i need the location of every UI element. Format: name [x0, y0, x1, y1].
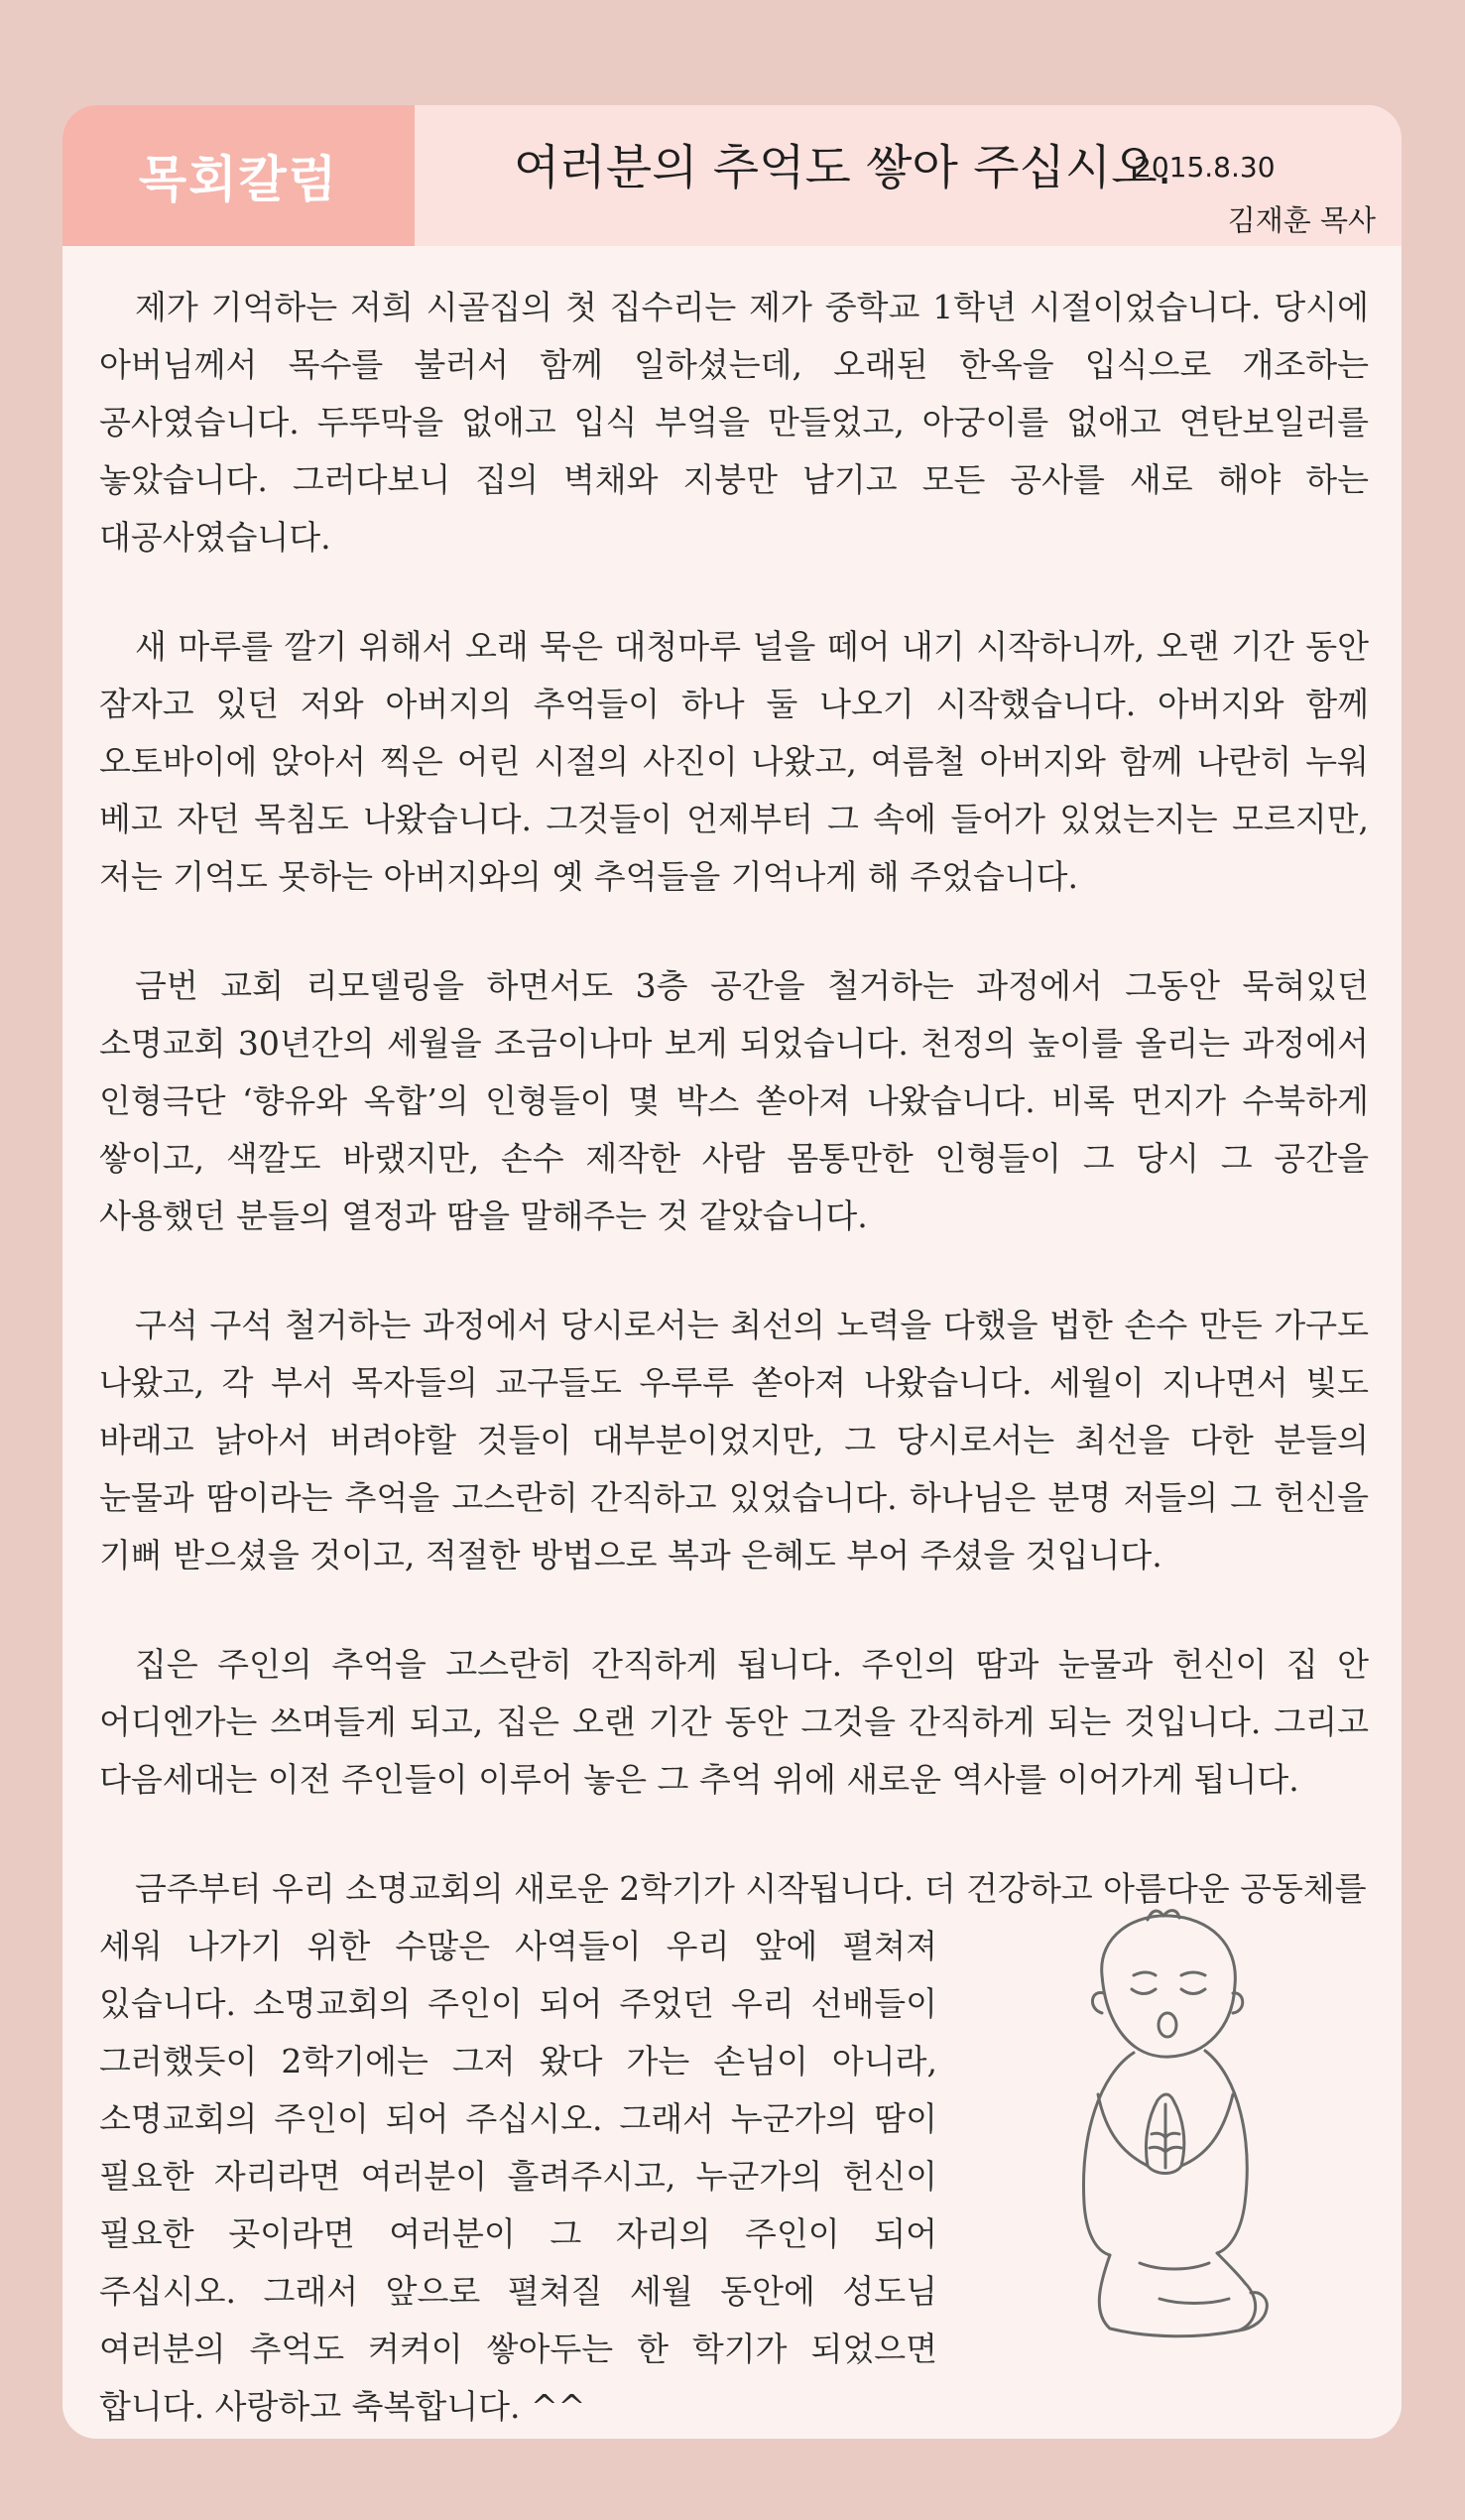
- column-title: 여러분의 추억도 쌓아 주십시오.: [514, 140, 1172, 195]
- paragraph-1: 제가 기억하는 저희 시골집의 첫 집수리는 제가 중학교 1학년 시절이었습니다. 당시에 아버님께서 목수를 불러서 함께 일하셨는데, 오래된 한옥을 입식으로 개조하는 공사였습니다. 두뚜막을 없애고 입식 부엌을 만들었고, 아궁이를 없애고 연탄보일러를 놓았습니다. 그러다보니 집의 벽채와 지붕만 남기고 모든 공사를 새로 해야 하는 대공사였습니다.: [99, 288, 1369, 557]
- paragraph-2: 새 마루를 깔기 위해서 오래 묵은 대청마루 널을 떼어 내기 시작하니까, 오랜 기간 동안 잠자고 있던 저와 아버지의 추억들이 하나 둘 나오기 시작했습니다. 아버지와 함께 오토바이에 앉아서 찍은 어린 시절의 사진이 나왔고, 여름철 아버지와 함께 나란히 누워 베고 자던 목침도 나왔습니다. 그것들이 언제부터 그 속에 들어가 있었는지는 모르지만, 저는 기억도 못하는 아버지와의 옛 추억들을 기억나게 해 주었습니다.: [99, 627, 1369, 896]
- paragraph-6-rest: 세워 나가기 위한 수많은 사역들이 우리 앞에 펼쳐져 있습니다. 소명교회의 주인이 되어 주었던 우리 선배들이 그러했듯이 2학기에는 그저 왔다 가는 손님이 아니라, 소명교회의 주인이 되어 주십시오. 그래서 누군가의 땀이 필요한 자리라면 여러분이 흘려주시고, 누군가의 헌신이 필요한 곳이라면 여러분이 그 자리의 주인이 되어 주십시오. 그래서 앞으로 펼쳐질 세월 동안에 성도님 여러분의 추억도 켜켜이 쌓아두는 한 학기가 되었으면 합니다. 사랑하고 축복합니다. ^^: [99, 1927, 937, 2426]
- paragraph-5: 집은 주인의 추억을 고스란히 간직하게 됩니다. 주인의 땀과 눈물과 헌신이 집 안 어디엔가는 쓰며들게 되고, 집은 오랜 기간 동안 그것을 간직하게 되는 것입니다. 그리고 다음세대는 이전 주인들이 이루어 놓은 그 추억 위에 새로운 역사를 이어가게 됩니다.: [99, 1645, 1369, 1799]
- paragraph-3: 금번 교회 리모델링을 하면서도 3층 공간을 철거하는 과정에서 그동안 묵혀있던 소명교회 30년간의 세월을 조금이나마 보게 되었습니다. 천정의 높이를 올리는 과정에서 인형극단 ‘향유와 옥합’의 인형들이 몇 박스 쏟아져 나왔습니다. 비록 먼지가 수북하게 쌓이고, 색깔도 바랬지만, 손수 제작한 사람 몸통만한 인형들이 그 당시 그 공간을 사용했던 분들의 열정과 땀을 말해주는 것 같았습니다.: [99, 966, 1369, 1235]
- paragraph-6-lead: 금주부터 우리 소명교회의 새로운 2학기가 시작됩니다. 더 건강하고 아름다운 공동체를: [135, 1869, 1367, 1908]
- column-author: 김재훈 목사: [1227, 203, 1376, 237]
- section-tab: [62, 105, 415, 246]
- section-label: 목회칼럼: [138, 151, 339, 208]
- column-date: 2015.8.30: [1134, 151, 1276, 184]
- praying-person-icon: [1040, 1906, 1274, 2342]
- column-header: [62, 105, 1402, 246]
- column-card: [62, 105, 1402, 2439]
- paragraph-4: 구석 구석 철거하는 과정에서 당시로서는 최선의 노력을 다했을 법한 손수 만든 가구도 나왔고, 각 부서 목자들의 교구들도 우루루 쏟아져 나왔습니다. 세월이 지나면서 빛도 바래고 낡아서 버려야할 것들이 대부분이었지만, 그 당시로서는 최선을 다한 분들의 눈물과 땀이라는 추억을 고스란히 간직하고 있었습니다. 하나님은 분명 저들의 그 헌신을 기뻐 받으셨을 것이고, 적절한 방법으로 복과 은혜도 부어 주셨을 것입니다.: [99, 1306, 1369, 1575]
